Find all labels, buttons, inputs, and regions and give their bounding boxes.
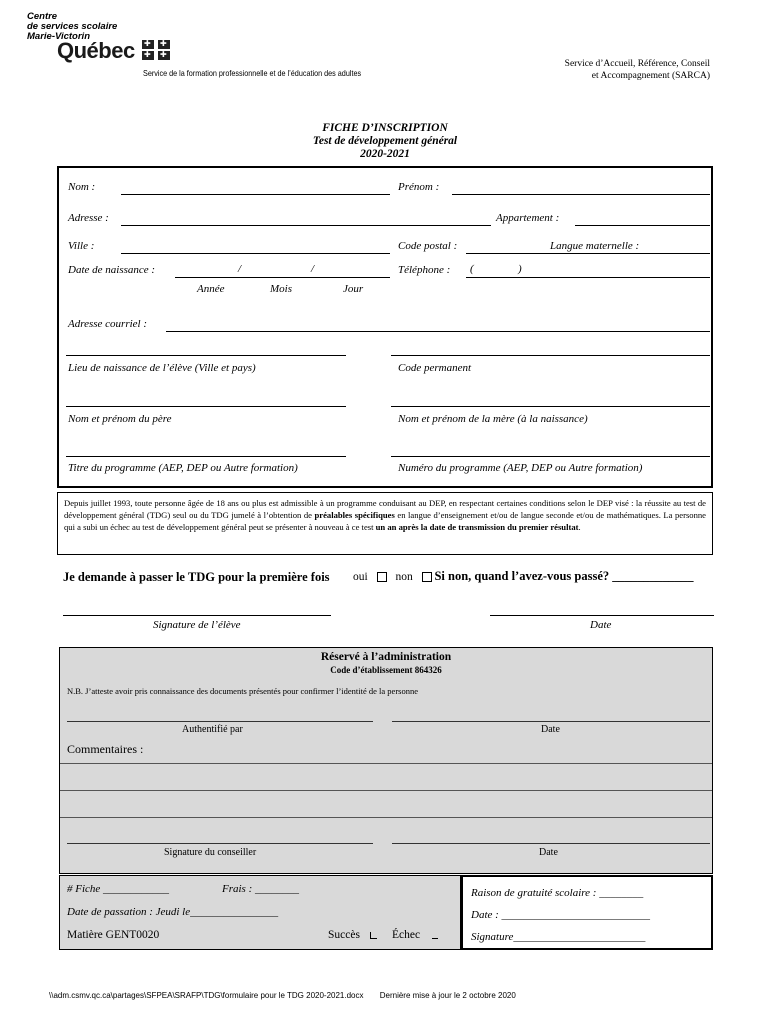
echec-checkbox[interactable] xyxy=(432,938,438,939)
title-line3: 2020-2021 xyxy=(360,148,410,160)
sarca-header xyxy=(565,58,710,82)
pere-field[interactable] xyxy=(66,406,346,407)
commentaires-line-3[interactable] xyxy=(60,817,712,818)
frais-label: Frais : ________ xyxy=(222,883,299,895)
org-line1: Centre xyxy=(27,11,58,22)
tel-paren-open: ( xyxy=(470,263,474,275)
numero-programme-field[interactable] xyxy=(391,456,710,457)
signature-date-field[interactable] xyxy=(490,615,714,616)
fiche-label: # Fiche ____________ xyxy=(67,883,170,895)
ville-field[interactable] xyxy=(121,253,390,254)
courriel-label: Adresse courriel : xyxy=(68,318,148,330)
fleur-de-lis-icon xyxy=(142,51,154,60)
non-checkbox[interactable] xyxy=(422,572,432,582)
titre-programme-field[interactable] xyxy=(66,456,346,457)
mere-field[interactable] xyxy=(391,406,710,407)
tel-paren-close: ) xyxy=(518,263,522,275)
gratuite-section xyxy=(461,875,713,950)
notice-text-1: Depuis juillet 1993, toute personne âgée de 18 ans ou plus est admissible à un programme conduisant au DEP, en respectant certaines conditions selon le DEP visé : la réussite au test de développement général (TDG) seul ou du TDG jumelé à l’obtention de xyxy=(64,498,706,520)
commentaires-label: Commentaires : xyxy=(67,742,144,756)
telephone-field[interactable] xyxy=(466,277,710,278)
org-line3: Marie-Victorin xyxy=(27,31,90,42)
title-line1: FICHE D’INSCRIPTION xyxy=(322,122,448,134)
footer-path: \\adm.csmv.qc.ca\partages\SFPEA\SRAFP\TDG\formulaire pour le TDG 2020-2021.docx xyxy=(49,991,364,1000)
code-postal-label: Code postal : xyxy=(398,240,458,252)
signature-conseiller-field[interactable] xyxy=(67,843,373,844)
org-line2: de services scolaire xyxy=(27,21,118,32)
fleur-de-lis-icon xyxy=(158,40,170,49)
lieu-naissance-label: Lieu de naissance de l’élève (Ville et pays) xyxy=(68,362,256,374)
telephone-label: Téléphone : xyxy=(398,264,451,276)
numero-programme-label: Numéro du programme (AEP, DEP ou Autre formation) xyxy=(398,462,643,474)
admin-section xyxy=(59,647,713,874)
date-slash-1: / xyxy=(238,263,242,275)
admin-date2-label: Date xyxy=(539,847,558,858)
commentaires-line-2[interactable] xyxy=(60,790,712,791)
fleur-de-lis-icon xyxy=(142,40,154,49)
notice-bold-1: préalables spécifiques xyxy=(314,510,395,520)
titre-programme-label: Titre du programme (AEP, DEP ou Autre formation) xyxy=(68,462,298,474)
oui-label: oui xyxy=(353,571,368,583)
form-title xyxy=(0,122,770,161)
mere-label: Nom et prénom de la mère (à la naissance) xyxy=(398,413,588,425)
oui-checkbox[interactable] xyxy=(377,572,387,582)
tdg-options xyxy=(353,569,694,584)
admin-date1-label: Date xyxy=(541,724,560,735)
echec-label: Échec xyxy=(392,929,421,941)
commentaires-line-1[interactable] xyxy=(60,763,712,764)
admin-date1-field[interactable] xyxy=(392,721,710,722)
date-slash-2: / xyxy=(311,263,315,275)
personal-info-section xyxy=(57,166,713,488)
nom-field[interactable] xyxy=(121,194,390,195)
tdg-question: Je demande à passer le TDG pour la première fois xyxy=(63,570,330,584)
lieu-naissance-field[interactable] xyxy=(66,355,346,356)
quebec-logo-text: Québec xyxy=(57,38,135,63)
date-passation-label: Date de passation : Jeudi le________________ xyxy=(67,906,279,918)
passation-section xyxy=(59,875,461,950)
fleur-de-lis-icon xyxy=(158,51,170,60)
pere-label: Nom et prénom du père xyxy=(68,413,172,425)
succes-label: Succès xyxy=(328,929,360,941)
admin-nb: N.B. J’atteste avoir pris connaissance des documents présentés pour confirmer l’identité de la personne xyxy=(67,686,418,696)
signature-date-label: Date xyxy=(590,619,612,631)
notice-text-3: . xyxy=(578,522,581,532)
appartement-field[interactable] xyxy=(575,225,710,226)
langue-label: Langue maternelle : xyxy=(550,240,640,252)
annee-label: Année xyxy=(197,283,225,295)
raison-gratuite-label: Raison de gratuité scolaire : ________ xyxy=(471,887,644,899)
admin-date2-field[interactable] xyxy=(392,843,710,844)
prenom-field[interactable] xyxy=(452,194,710,195)
footer-updated: Dernière mise à jour le 2 octobre 2020 xyxy=(379,991,516,1000)
notice-text-2: en langue d’enseignement et/ou de langue seconde et/ou de mathématiques. La personne qui a subi un échec au test de développement général peut se présenter à nouveau à ce test xyxy=(64,510,706,532)
matiere-label: Matière GENT0020 xyxy=(67,929,160,941)
date-naissance-label: Date de naissance : xyxy=(68,264,156,276)
adresse-label: Adresse : xyxy=(68,212,109,224)
service-name: Service de la formation professionnelle et de l’éducation des adultes xyxy=(143,68,362,78)
gratuite-date-label: Date : ___________________________ xyxy=(471,909,651,921)
authentifie-field[interactable] xyxy=(67,721,373,722)
gratuite-signature-label: Signature________________________ xyxy=(471,931,646,943)
admin-code: Code d’établissement 864326 xyxy=(330,665,442,675)
signature-conseiller-label: Signature du conseiller xyxy=(164,847,257,858)
si-non-label: Si non, quand l’avez-vous passé? _____________ xyxy=(434,569,694,583)
date-naissance-field[interactable] xyxy=(175,277,390,278)
code-permanent-field[interactable] xyxy=(391,355,710,356)
title-line2: Test de développement général xyxy=(312,135,458,147)
signature-eleve-field[interactable] xyxy=(63,615,331,616)
non-label: non xyxy=(395,571,413,583)
adresse-field[interactable] xyxy=(121,225,491,226)
footer xyxy=(49,991,516,1000)
sarca-line1: Service d’Accueil, Référence, Conseil xyxy=(564,59,710,69)
code-postal-field[interactable] xyxy=(466,253,710,254)
admissibility-notice xyxy=(57,492,713,555)
nom-label: Nom : xyxy=(68,181,96,193)
prenom-label: Prénom : xyxy=(398,181,440,193)
succes-checkbox[interactable] xyxy=(370,932,377,939)
code-permanent-label: Code permanent xyxy=(398,362,472,374)
sarca-line2: et Accompagnement (SARCA) xyxy=(591,71,710,81)
courriel-field[interactable] xyxy=(166,331,710,332)
mois-label: Mois xyxy=(270,283,292,295)
notice-bold-2: un an après la date de transmission du premier résultat xyxy=(375,522,579,532)
ville-label: Ville : xyxy=(68,240,95,252)
admin-title: Réservé à l’administration xyxy=(320,651,452,663)
authentifie-label: Authentifié par xyxy=(182,724,243,735)
appartement-label: Appartement : xyxy=(496,212,560,224)
jour-label: Jour xyxy=(343,283,364,295)
signature-eleve-label: Signature de l’élève xyxy=(153,619,241,631)
